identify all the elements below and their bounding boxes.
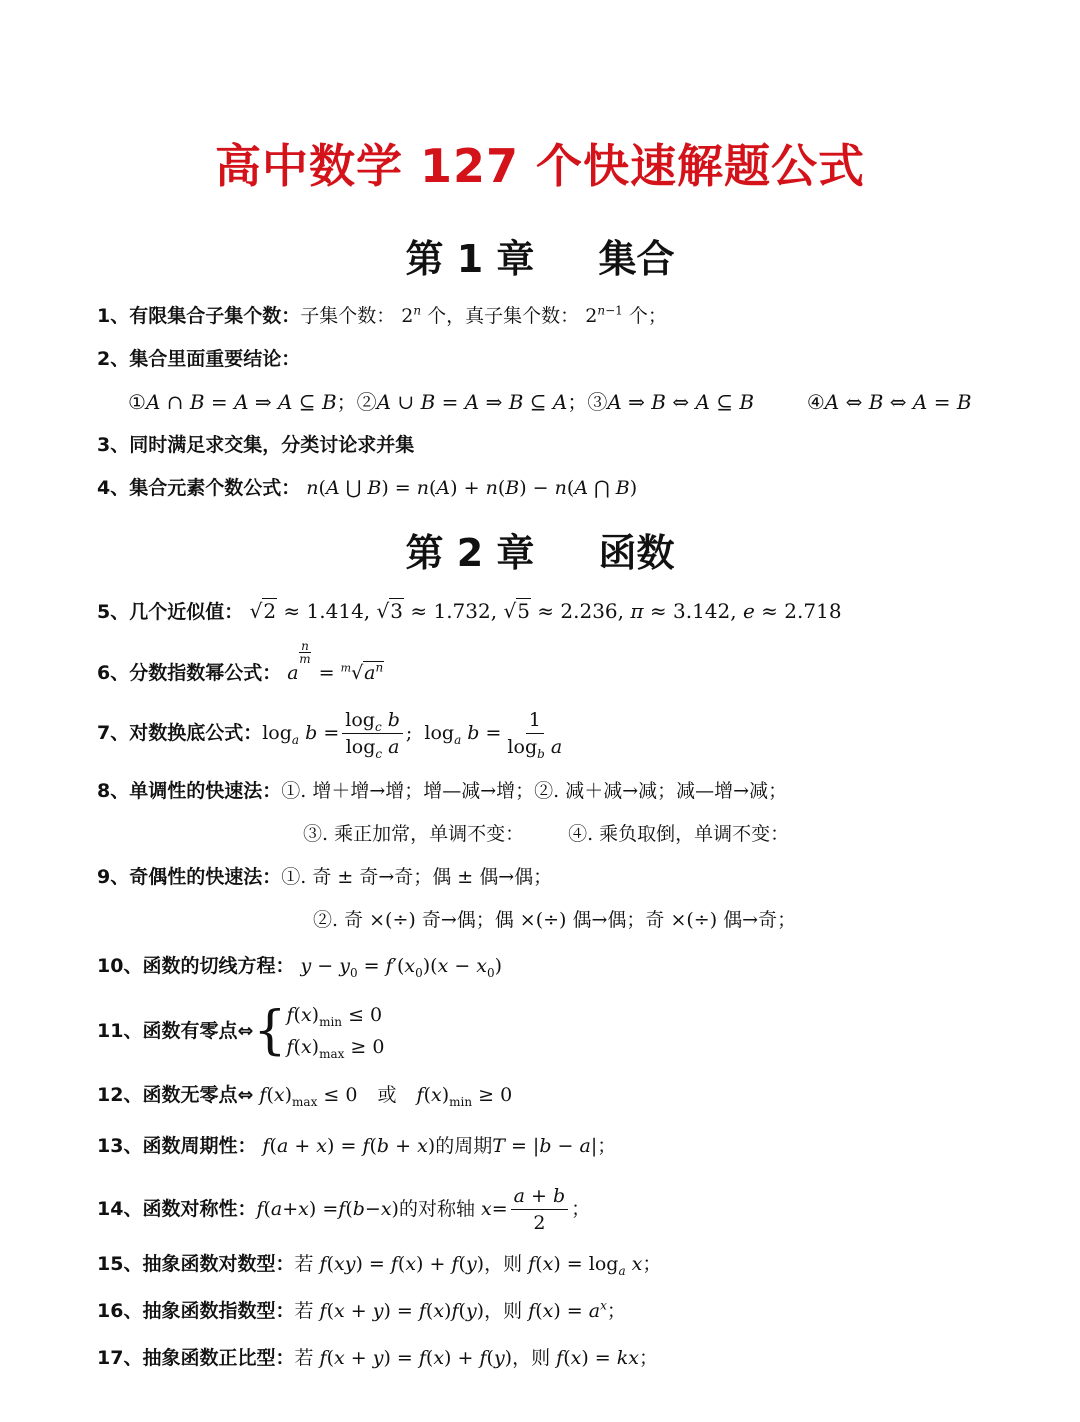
formula-3 <box>97 432 1040 458</box>
chapter-1-name: 集合 <box>598 237 675 281</box>
formula-8-line-1: ①. 增＋增→增；增—减→增；②. 减＋减→减；减—增→减； <box>281 780 788 802</box>
formula-14-label: 14、函数对称性： <box>97 1198 257 1220</box>
formula-17: 17、抽象函数正比型：若 f(x + y) = f(x) + f(y)，则 f(x) = kx； <box>97 1347 659 1369</box>
formula-17-label: 17、抽象函数正比型： <box>97 1347 295 1369</box>
formula-12: 12、函数无零点⇔ $f(x)_{max} \le 0$ 或 $f(x)_{min} \ge 0$ <box>97 1084 513 1109</box>
formula-14: 14、函数对称性： f ( a + x ) = f ( b − x ) 的对称轴 x = $\frac{a + b}{2}$ ； <box>97 1184 591 1234</box>
chapter-2-heading <box>0 522 1080 577</box>
formula-15: 15、抽象函数对数型：若 f(xy) = f(x) + f(y)，则 $f(x) = \log_a x$； <box>97 1253 662 1278</box>
formula-8-line-2: ③. 乘正加常，单调不变： ④. 乘负取倒，单调不变： <box>303 823 790 845</box>
formula-5-label: 5、几个近似值： <box>97 601 244 623</box>
chapter-2-number: 第 2 章 <box>405 531 535 575</box>
chapter-1-number: 第 1 章 <box>405 237 535 281</box>
formula-8 <box>97 778 1040 804</box>
formula-13-label: 13、函数周期性： <box>97 1135 257 1157</box>
formula-1-label: 1、有限集合子集个数： <box>97 305 301 327</box>
formula-1: 1、有限集合子集个数：子集个数： 2$^n$ 个，真子集个数： $2^{n-1}$ 个； <box>97 303 667 327</box>
formula-2-conclusions: ①A ∩ B = A ⇒ A ⊆ B；②A ∪ B = A ⇒ B ⊆ A；③A ⇒ B ⇔ A ⊆ B ④A ⇔ B ⇔ A = B <box>128 390 972 414</box>
chapter-2-name: 函数 <box>598 531 675 575</box>
formula-15-label: 15、抽象函数对数型： <box>97 1253 295 1275</box>
formula-7-label: 7、对数换底公式： <box>97 722 263 744</box>
formula-5: 5、几个近似值： √2 ≈ 1.414, √3 ≈ 1.732, √5 ≈ 2.236, π ≈ 3.142, e ≈ 2.718 <box>97 599 842 623</box>
formula-6: 6、分数指数幂公式： a n m = $^m√a^n$ <box>97 639 384 684</box>
formula-9-label: 9、奇偶性的快速法： <box>97 866 282 888</box>
formula-16: 16、抽象函数指数型：若 f(x + y) = f(x)f(y)，则 $f(x) = a^x$； <box>97 1298 626 1322</box>
formula-13: 13、函数周期性： f(a + x) = f(b + x)的周期T = |b − a|； <box>97 1135 617 1157</box>
formula-12-label: 12、函数无零点⇔ <box>97 1084 254 1106</box>
formula-3-label: 3、同时满足求交集，分类讨论求并集 <box>97 434 415 456</box>
page-title: 高中数学 127 个快速解题公式 <box>214 139 866 193</box>
formula-9-line-2: ②. 奇 ×(÷) 奇→偶；偶 ×(÷) 偶→偶；奇 ×(÷) 偶→奇； <box>313 909 797 931</box>
formula-2 <box>97 346 1040 372</box>
formula-9 <box>97 864 1040 890</box>
formula-8-label: 8、单调性的快速法： <box>97 780 282 802</box>
formula-11-label: 11、函数有零点⇔ <box>97 1020 254 1042</box>
formula-7: 7、对数换底公式： $\log_a b$ = $\frac{\log_c b}{\log_c a}$ ; $\log_a b$ = $\frac{1}{\log_b a}$ <box>97 708 563 761</box>
formula-16-label: 16、抽象函数指数型： <box>97 1300 295 1322</box>
formula-4: 4、集合元素个数公式： n(A ⋃ B) = n(A) + n(B) − n(A ⋂ B) <box>97 477 638 499</box>
formula-6-label: 6、分数指数幂公式： <box>97 662 282 684</box>
formula-9-line-1: ①. 奇 ± 奇→奇；偶 ± 偶→偶； <box>281 866 553 888</box>
formula-10: 10、函数的切线方程： $y - y_0 = f'(x_0)(x - x_0)$ <box>97 955 503 980</box>
chapter-1-heading <box>0 228 1080 283</box>
formula-4-label: 4、集合元素个数公式： <box>97 477 301 499</box>
formula-2-label: 2、集合里面重要结论： <box>97 348 301 370</box>
formula-11: 11、函数有零点⇔ { $f(x)_{min} \le 0$ $f(x)_{max} \ge 0$ <box>97 1001 385 1061</box>
formula-10-label: 10、函数的切线方程： <box>97 955 295 977</box>
